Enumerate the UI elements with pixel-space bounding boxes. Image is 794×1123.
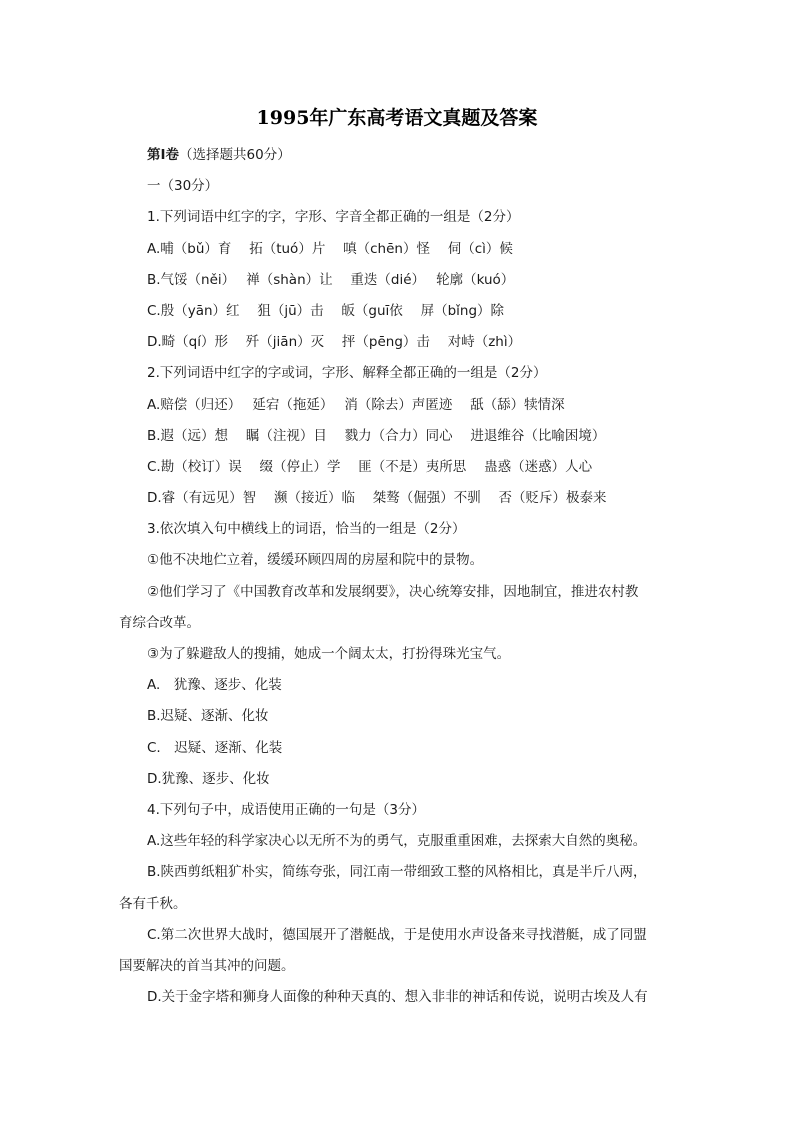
text-line: 国要解决的首当其冲的问题。 bbox=[119, 957, 295, 974]
text-line: C.第二次世界大战时，德国展开了潜艇战，于是使用水声设备来寻找潜艇，成了同盟 bbox=[147, 926, 647, 943]
text-line: B.陕西剪纸粗犷朴实，简练夸张，同江南一带细致工整的风格相比，真是半斤八两， bbox=[147, 864, 647, 881]
text-line: 1.下列词语中红字的字，字形、字音全都正确的一组是（2分） bbox=[147, 209, 520, 226]
text-line: C.殷（yān）红 狙（jū）击 皈（guī依 屏（bǐng）除 bbox=[147, 302, 505, 319]
text-line: ②他们学习了《中国教育改革和发展纲要》，决心统筹安排，因地制宜，推进农村教 bbox=[147, 583, 639, 600]
text-line: D.睿（有远见）智 濒（接近）临 桀骜（倔强）不驯 否（贬斥）极泰来 bbox=[147, 490, 607, 507]
text-line: 育综合改革。 bbox=[119, 614, 200, 631]
text-line: 2.下列词语中红字的字或词，字形、解释全都正确的一组是（2分） bbox=[147, 365, 547, 382]
text-line: B.气馁（něi） 禅（shàn）让 重迭（dié） 轮廓（kuó） bbox=[147, 271, 515, 288]
text-line: ③为了躲避敌人的搜捕，她成一个阔太太，打扮得珠光宝气。 bbox=[147, 646, 511, 662]
text-line: 各有千秋。 bbox=[119, 895, 187, 912]
document-title: 1995年广东高考语文真题及答案 bbox=[256, 107, 538, 129]
text-line: D.关于金字塔和狮身人面像的种种天真的、想入非非的神话和传说，说明古埃及人有 bbox=[147, 989, 648, 1006]
text-line: B.遐（远）想 瞩（注视）目 戮力（合力）同心 进退维谷（比喻困境） bbox=[147, 427, 606, 444]
text-line: 4.下列句子中，成语使用正确的一句是（3分） bbox=[147, 801, 425, 818]
text-line: A. 犹豫、逐步、化装 bbox=[147, 677, 282, 694]
text-line: 一（30分） bbox=[147, 178, 219, 195]
text-line: C. 迟疑、逐渐、化装 bbox=[147, 739, 283, 756]
section-heading bbox=[119, 140, 679, 171]
text-line: ①他不决地伫立着，缓缓环顾四周的房屋和院中的景物。 bbox=[147, 552, 484, 569]
text-line: A.赔偿（归还） 延宕（拖延） 消（除去）声匿迹 舐（舔）犊情深 bbox=[147, 396, 565, 413]
section-note: （选择题共60分） bbox=[179, 147, 291, 163]
text-line: D.犹豫、逐步、化妆 bbox=[147, 770, 270, 787]
text-line: C.勘（校订）误 缀（停止）学 匪（不是）夷所思 蛊惑（迷惑）人心 bbox=[147, 458, 593, 475]
text-line: D.畸（qí）形 歼（jiān）灭 抨（pēng）击 对峙（zhì） bbox=[147, 334, 522, 351]
section-label: 第Ⅰ卷 bbox=[147, 147, 180, 163]
text-line: B.迟疑、逐渐、化妆 bbox=[147, 708, 269, 725]
document-body bbox=[119, 140, 679, 1013]
text-line: A.这些年轻的科学家决心以无所不为的勇气，克服重重困难，去探索大自然的奥秘。 bbox=[147, 833, 647, 850]
text-line: A.哺（bǔ）育 拓（tuó）片 嗔（chēn）怪 伺（cì）候 bbox=[147, 240, 513, 257]
text-line: 3.依次填入句中横线上的词语，恰当的一组是（2分） bbox=[147, 521, 466, 538]
